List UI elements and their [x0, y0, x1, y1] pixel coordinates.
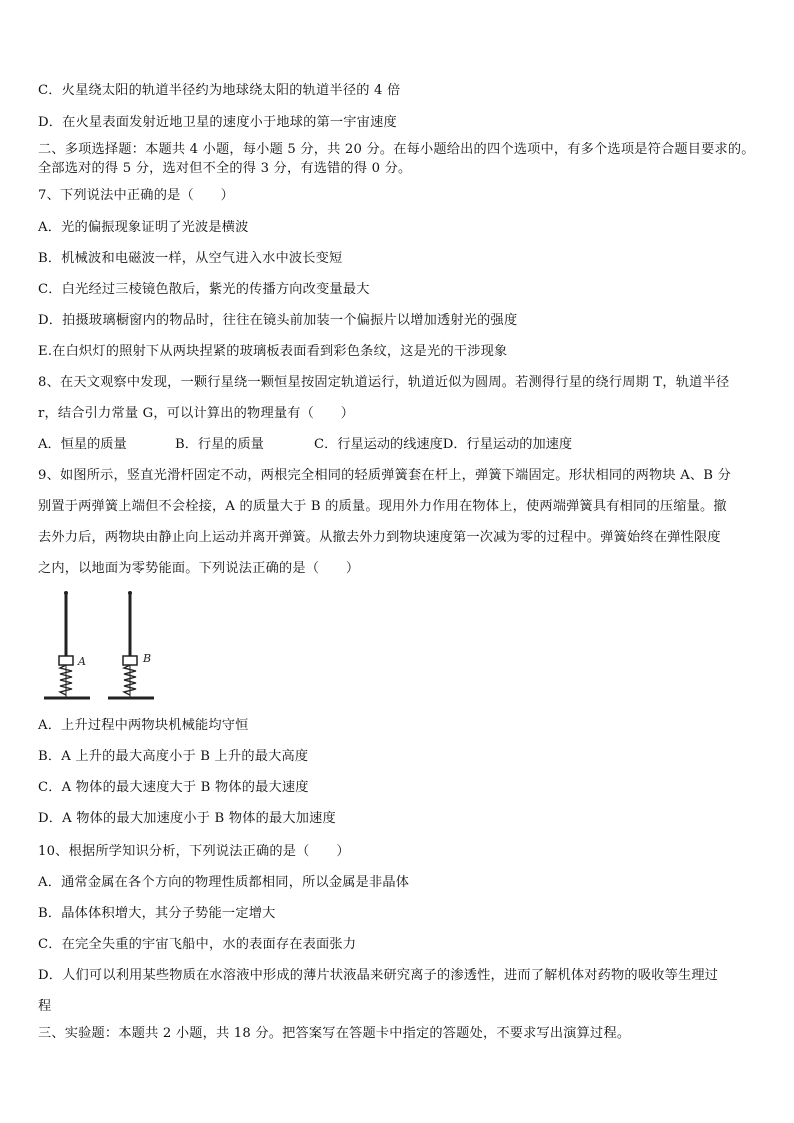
section-two-scoring: 全部选对的得 5 分，选对但不全的得 3 分，有选错的得 0 分。 — [38, 161, 412, 176]
question-9-line-1: 9、如图所示，竖直光滑杆固定不动，两根完全相同的轻质弹簧套在杆上，弹簧下端固定。形状相同的两物块 A、B 分 — [38, 468, 731, 483]
question-7-option-c: C．白光经过三棱镜色散后，紫光的传播方向改变量最大 — [38, 282, 370, 297]
option-c-line: C．火星绕太阳的轨道半径约为地球绕太阳的轨道半径的 4 倍 — [38, 83, 401, 98]
question-10-option-d-line-2: 程 — [38, 999, 52, 1014]
question-9-option-c: C．A 物体的最大速度大于 B 物体的最大速度 — [38, 780, 309, 795]
question-8-option-b: B．行星的质量 — [175, 437, 264, 452]
question-10-option-b: B．晶体体积增大，其分子势能一定增大 — [38, 906, 276, 921]
section-two-heading: 二、多项选择题：本题共 4 小题，每小题 5 分，共 20 分。在每小题给出的四个选项中，有多个选项是符合题目要求的。 — [38, 142, 755, 157]
option-d-line: D．在火星表面发射近地卫星的速度小于地球的第一宇宙速度 — [38, 115, 397, 130]
question-9-option-a: A．上升过程中两物块机械能均守恒 — [38, 718, 249, 733]
figure-label-b: B — [143, 652, 152, 665]
question-8-option-c: C．行星运动的线速度 — [314, 437, 443, 452]
section-three-heading: 三、实验题：本题共 2 小题，共 18 分。把答案写在答题卡中指定的答题处，不要求写出演算过程。 — [38, 1026, 631, 1041]
question-9-line-3: 去外力后，两物块由静止向上运动并离开弹簧。从撤去外力到物块速度第一次减为零的过程中。弹簧始终在弹性限度 — [38, 530, 721, 545]
question-7: 7、下列说法中正确的是（ ） — [38, 188, 235, 203]
question-7-option-a: A．光的偏振现象证明了光波是横波 — [38, 220, 249, 235]
question-9-line-4: 之内，以地面为零势能面。下列说法正确的是（ ） — [38, 561, 360, 576]
question-8-option-a: A．恒星的质量 — [38, 437, 127, 452]
question-8-option-d: D．行星运动的加速度 — [442, 437, 573, 452]
question-8-line-2: r，结合引力常量 G，可以计算出的物理量有（ ） — [38, 406, 355, 421]
question-8-line-1: 8、在天文观察中发现，一颗行星绕一颗恒星按固定轨道运行，轨道近似为圆周。若测得行星的绕行周期 T，轨道半径 — [38, 375, 730, 390]
question-9-option-b: B．A 上升的最大高度小于 B 上升的最大高度 — [38, 749, 309, 764]
question-9-line-2: 别置于两弹簧上端但不会栓接，A 的质量大于 B 的质量。现用外力作用在物体上，使两端弹簧具有相同的压缩量。撤 — [38, 499, 727, 514]
question-10-option-c: C．在完全失重的宇宙飞船中，水的表面存在表面张力 — [38, 937, 357, 952]
question-10-option-d-line-1: D．人们可以利用某些物质在水溶液中形成的薄片状液晶来研究离子的渗透性，进而了解机体对药物的吸收等生理过 — [38, 968, 719, 983]
spring-diagram — [40, 590, 160, 708]
figure-label-a: A — [78, 655, 86, 668]
spring-figure — [40, 590, 160, 708]
question-7-option-d: D．拍摄玻璃橱窗内的物品时，往往在镜头前加装一个偏振片以增加透射光的强度 — [38, 313, 518, 328]
question-7-option-b: B．机械波和电磁波一样，从空气进入水中波长变短 — [38, 251, 343, 266]
question-10-option-a: A．通常金属在各个方向的物理性质都相同，所以金属是非晶体 — [38, 875, 410, 890]
question-9-option-d: D．A 物体的最大加速度小于 B 物体的最大加速度 — [38, 811, 336, 826]
question-7-option-e: E.在白炽灯的照射下从两块捏紧的玻璃板表面看到彩色条纹，这是光的干涉现象 — [38, 344, 508, 359]
question-10: 10、根据所学知识分析，下列说法正确的是（ ） — [38, 844, 350, 859]
question-8-options — [38, 436, 572, 454]
